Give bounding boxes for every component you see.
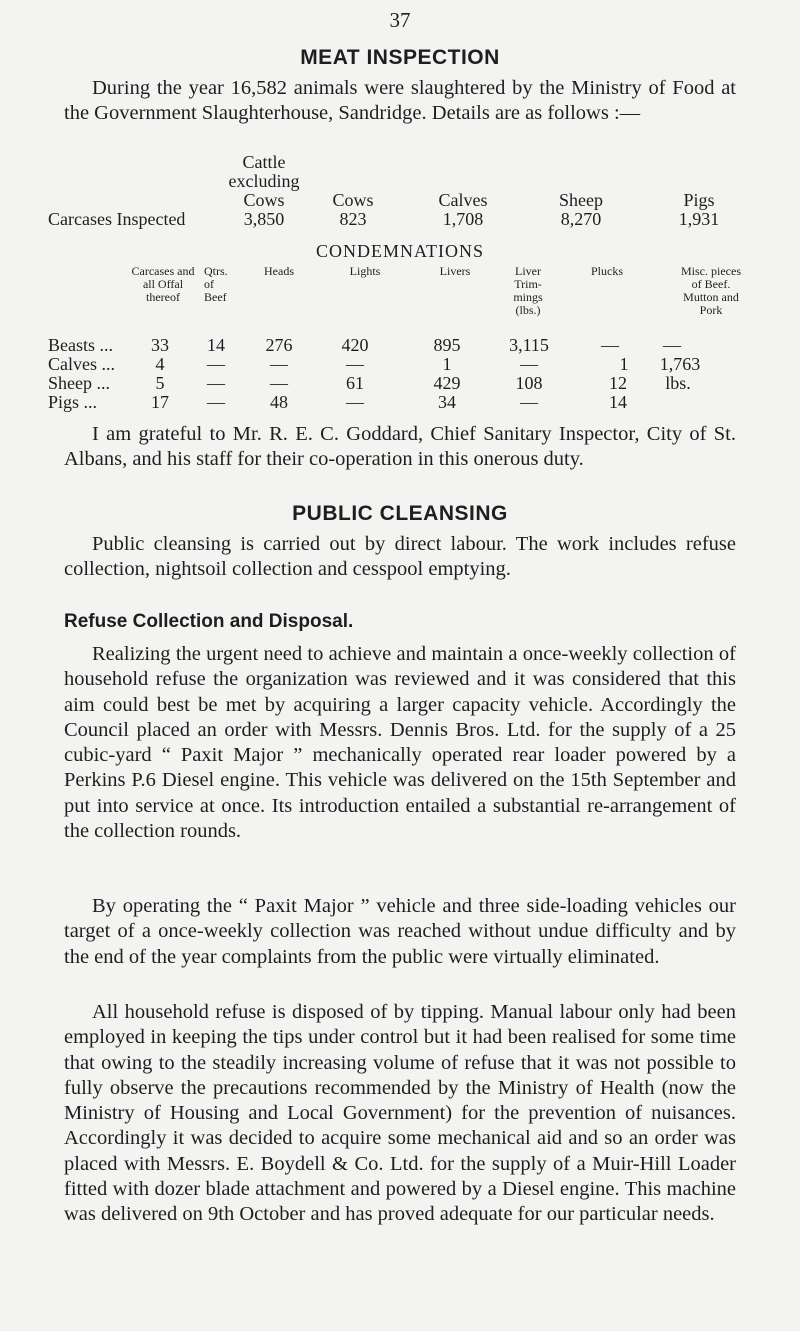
- cell: 12: [609, 373, 627, 393]
- inspected-value-calves: 1,708: [442, 209, 484, 229]
- refuse-subheading: Refuse Collection and Disposal.: [64, 611, 354, 632]
- cell: —: [520, 354, 538, 374]
- cell: 3,115: [509, 335, 549, 355]
- cell: 14: [207, 335, 225, 355]
- cell: 276: [265, 335, 293, 355]
- condemnations-title: CONDEMNATIONS: [315, 241, 484, 261]
- row-label-beasts: Beasts ...: [48, 335, 113, 355]
- inspected-header-sheep: Sheep: [559, 190, 603, 210]
- cell: 5: [155, 373, 165, 393]
- refuse-paragraph-3: All household refuse is disposed of by tipping. Manual labour only had been employed in keeping the tips under control but it had been realised for some time that owing to the steadily increasing volume of refuse that it was not possible to fully observe the precautions recommended by the Ministry of Health (now the Ministry of Housing and Local Government) for the prevention of nuisances. Accordingly it was decided to acquire some mechanical aid and so an order was placed with Messrs. E. Boydell & Co. Ltd. for the supply of a Muir-Hill Loader fitted with dozer blade attachment and powered by a Diesel engine. This machine was delivered on 9th October and has proved adequate for our particular needs.: [64, 1001, 736, 1226]
- col-header-qtrs: Qtrs. of Beef: [204, 264, 228, 304]
- row-label-sheep: Sheep ...: [48, 373, 110, 393]
- refuse-paragraph-2: By operating the “ Paxit Major ” vehicle and three side-loading vehicles our target of a once-weekly collection was reached without undue difficulty and by the end of the year complaints from the public were virtually eliminated.: [64, 895, 736, 968]
- cell: 33: [151, 335, 169, 355]
- meat-inspection-heading: MEAT INSPECTION: [300, 46, 500, 69]
- cell: 34: [438, 392, 456, 412]
- cell: 17: [151, 392, 169, 412]
- col-header-heads: Heads: [264, 264, 294, 278]
- meat-intro-paragraph: During the year 16,582 animals were slaughtered by the Ministry of Food at the Government Slaughterhouse, Sandridge. Details are as follows :—: [64, 77, 736, 125]
- cell: —: [346, 392, 364, 412]
- inspected-header-pigs: Pigs: [683, 190, 715, 210]
- cleansing-intro-paragraph: Public cleansing is carried out by direct labour. The work includes refuse collection, nightsoil collection and cesspool emptying.: [64, 533, 736, 581]
- cell: —: [346, 354, 364, 374]
- cell: 420: [341, 335, 369, 355]
- col-header-livers: Livers: [439, 264, 471, 278]
- inspected-row-label: Carcases Inspected: [48, 209, 186, 229]
- cell: 1,763: [659, 354, 701, 374]
- col-header-carcases: Carcases and all Offal thereof: [131, 264, 195, 304]
- cell: 4: [155, 354, 165, 374]
- inspected-value-cattle: 3,850: [243, 209, 285, 229]
- cell: —: [601, 335, 619, 355]
- cell: 14: [609, 392, 627, 412]
- cell: —: [207, 354, 225, 374]
- cell: —: [520, 392, 538, 412]
- row-label-calves: Calves ...: [48, 354, 115, 374]
- cell: 429: [433, 373, 461, 393]
- cell: 1: [619, 354, 629, 374]
- cell: 108: [515, 373, 543, 393]
- cell: —: [207, 392, 225, 412]
- refuse-paragraph-1: Realizing the urgent need to achieve and maintain a once-weekly collection of household refuse the organization was reviewed and it was considered that this aim could best be met by acquiring a larger capacity vehicle. Accordingly the Council placed an order with Messrs. Dennis Bros. Ltd. for the supply of a 25 cubic-yard “ Paxit Major ” mechanically operated rear loader powered by a Perkins P.6 Diesel engine. This vehicle was delivered on the 15th September and put into service at once. Its introduction entailed a substantial re-arrangement of the collection rounds.: [64, 643, 736, 843]
- col-header-lights: Lights: [349, 264, 381, 278]
- inspected-header-calves: Calves: [438, 190, 488, 210]
- cell: —: [207, 373, 225, 393]
- cell: —: [270, 373, 288, 393]
- col-header-misc: Misc. pieces of Beef. Mutton and Pork: [681, 264, 741, 317]
- cell: 895: [433, 335, 461, 355]
- inspected-header-cows: Cows: [332, 190, 374, 210]
- inspected-value-cows: 823: [339, 209, 367, 229]
- col-header-liver-trimmings: Liver Trim-mings (lbs.): [513, 264, 543, 317]
- cell: lbs.: [665, 373, 691, 393]
- cell: —: [663, 335, 681, 355]
- cell: 61: [346, 373, 364, 393]
- row-label-pigs: Pigs ...: [48, 392, 98, 412]
- cell: —: [270, 354, 288, 374]
- col-header-plucks: Plucks: [590, 264, 623, 278]
- inspected-value-sheep: 8,270: [560, 209, 602, 229]
- public-cleansing-heading: PUBLIC CLEANSING: [292, 502, 508, 525]
- cell: 1: [442, 354, 452, 374]
- thanks-paragraph: I am grateful to Mr. R. E. C. Goddard, Chief Sanitary Inspector, City of St. Albans, and his staff for their co-operation in this onerous duty.: [64, 423, 736, 471]
- page-number: 37: [389, 8, 411, 32]
- cell: 48: [270, 392, 288, 412]
- inspected-header-cattle: Cattle excluding Cows: [228, 152, 300, 210]
- inspected-value-pigs: 1,931: [678, 209, 720, 229]
